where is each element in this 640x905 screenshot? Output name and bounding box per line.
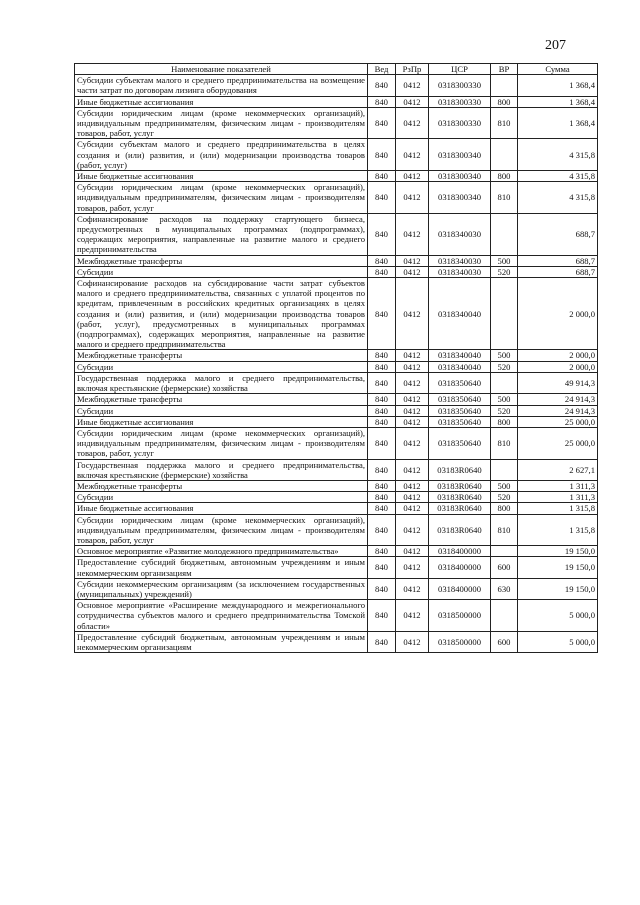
cell-ved: 840 — [368, 361, 396, 372]
cell-sum: 1 315,8 — [518, 503, 598, 514]
cell-vr: 810 — [491, 182, 518, 214]
cell-name: Субсидии юридическим лицам (кроме некоммерческих организаций), индивидуальным предпринимателям, физическим лицам - производителям товаров, работ, услуг — [75, 514, 368, 546]
table-row — [75, 631, 598, 652]
cell-csr: 03183R0640 — [429, 492, 491, 503]
cell-ved: 840 — [368, 266, 396, 277]
cell-name: Иные бюджетные ассигнования — [75, 503, 368, 514]
cell-ved: 840 — [368, 631, 396, 652]
cell-csr: 0318300330 — [429, 107, 491, 139]
table-row — [75, 492, 598, 503]
cell-sum: 2 627,1 — [518, 459, 598, 480]
cell-ved: 840 — [368, 75, 396, 96]
cell-ved: 840 — [368, 459, 396, 480]
cell-rzpr: 0412 — [396, 557, 429, 578]
header-sum: Сумма — [518, 64, 598, 75]
cell-rzpr: 0412 — [396, 600, 429, 632]
cell-name: Субсидии юридическим лицам (кроме некоммерческих организаций), индивидуальным предпринимателям, физическим лицам - производителям товаров, работ, услуг — [75, 182, 368, 214]
table-row — [75, 372, 598, 393]
cell-rzpr: 0412 — [396, 503, 429, 514]
cell-sum: 1 311,3 — [518, 480, 598, 491]
table-row — [75, 514, 598, 546]
cell-sum: 2 000,0 — [518, 361, 598, 372]
budget-table — [74, 63, 598, 653]
cell-vr: 630 — [491, 578, 518, 599]
cell-csr: 03183R0640 — [429, 514, 491, 546]
cell-sum: 1 368,4 — [518, 107, 598, 139]
cell-rzpr: 0412 — [396, 139, 429, 171]
cell-sum: 2 000,0 — [518, 278, 598, 350]
cell-sum: 688,7 — [518, 255, 598, 266]
cell-vr — [491, 139, 518, 171]
cell-rzpr: 0412 — [396, 514, 429, 546]
cell-sum: 5 000,0 — [518, 631, 598, 652]
cell-ved: 840 — [368, 255, 396, 266]
cell-csr: 0318500000 — [429, 600, 491, 632]
cell-ved: 840 — [368, 557, 396, 578]
cell-rzpr: 0412 — [396, 107, 429, 139]
cell-ved: 840 — [368, 416, 396, 427]
cell-vr — [491, 600, 518, 632]
table-row — [75, 394, 598, 405]
cell-vr: 810 — [491, 514, 518, 546]
cell-vr: 520 — [491, 266, 518, 277]
cell-rzpr: 0412 — [396, 416, 429, 427]
table-row — [75, 107, 598, 139]
cell-csr: 0318300340 — [429, 171, 491, 182]
cell-name: Основное мероприятие «Расширение международного и межрегионального сотрудничества субъектов малого и среднего предпринимательства Томской области» — [75, 600, 368, 632]
cell-csr: 03183R0640 — [429, 459, 491, 480]
cell-name: Субсидии субъектам малого и среднего предпринимательства в целях создания и (или) развития, и (или) модернизации производства товаров (работ, услуг) — [75, 139, 368, 171]
cell-sum: 25 000,0 — [518, 416, 598, 427]
cell-vr — [491, 546, 518, 557]
cell-rzpr: 0412 — [396, 350, 429, 361]
cell-name: Государственная поддержка малого и среднего предпринимательства, включая крестьянские (фермерские) хозяйства — [75, 372, 368, 393]
cell-sum: 24 914,3 — [518, 405, 598, 416]
cell-vr: 600 — [491, 557, 518, 578]
cell-sum: 24 914,3 — [518, 394, 598, 405]
cell-csr: 03183R0640 — [429, 503, 491, 514]
cell-csr: 0318300340 — [429, 182, 491, 214]
cell-rzpr: 0412 — [396, 75, 429, 96]
cell-ved: 840 — [368, 96, 396, 107]
cell-sum: 688,7 — [518, 266, 598, 277]
header-row — [75, 64, 598, 75]
cell-rzpr: 0412 — [396, 492, 429, 503]
cell-csr: 0318400000 — [429, 546, 491, 557]
table-row — [75, 600, 598, 632]
cell-csr: 0318500000 — [429, 631, 491, 652]
cell-sum: 1 311,3 — [518, 492, 598, 503]
table-row — [75, 96, 598, 107]
table-row — [75, 266, 598, 277]
cell-ved: 840 — [368, 546, 396, 557]
table-row — [75, 255, 598, 266]
cell-rzpr: 0412 — [396, 255, 429, 266]
cell-rzpr: 0412 — [396, 278, 429, 350]
table-header — [75, 64, 598, 75]
cell-sum: 688,7 — [518, 213, 598, 255]
cell-vr: 800 — [491, 503, 518, 514]
cell-sum: 25 000,0 — [518, 427, 598, 459]
cell-vr: 800 — [491, 96, 518, 107]
cell-sum: 1 315,8 — [518, 514, 598, 546]
table-row — [75, 361, 598, 372]
cell-csr: 0318340040 — [429, 361, 491, 372]
cell-csr: 0318350640 — [429, 416, 491, 427]
cell-sum: 4 315,8 — [518, 182, 598, 214]
cell-name: Межбюджетные трансферты — [75, 350, 368, 361]
cell-rzpr: 0412 — [396, 171, 429, 182]
cell-rzpr: 0412 — [396, 427, 429, 459]
cell-vr — [491, 75, 518, 96]
table-row — [75, 416, 598, 427]
cell-name: Межбюджетные трансферты — [75, 255, 368, 266]
cell-ved: 840 — [368, 427, 396, 459]
cell-ved: 840 — [368, 394, 396, 405]
cell-sum: 19 150,0 — [518, 546, 598, 557]
cell-rzpr: 0412 — [396, 372, 429, 393]
cell-csr: 0318300330 — [429, 96, 491, 107]
cell-name: Иные бюджетные ассигнования — [75, 171, 368, 182]
cell-csr: 0318350640 — [429, 372, 491, 393]
cell-vr: 520 — [491, 492, 518, 503]
cell-ved: 840 — [368, 350, 396, 361]
cell-vr: 810 — [491, 427, 518, 459]
cell-csr: 0318400000 — [429, 557, 491, 578]
cell-ved: 840 — [368, 372, 396, 393]
cell-csr: 0318350640 — [429, 427, 491, 459]
header-vr: ВР — [491, 64, 518, 75]
cell-sum: 19 150,0 — [518, 578, 598, 599]
cell-rzpr: 0412 — [396, 546, 429, 557]
header-csr: ЦСР — [429, 64, 491, 75]
cell-csr: 0318340030 — [429, 213, 491, 255]
cell-ved: 840 — [368, 480, 396, 491]
cell-sum: 19 150,0 — [518, 557, 598, 578]
cell-name: Софинансирование расходов на поддержку стартующего бизнеса, предусмотренных в муниципальных программах (подпрограммах), содержащих мероприятия, направленные на развитие малого и среднего предпринимательства — [75, 213, 368, 255]
table-row — [75, 459, 598, 480]
cell-name: Софинансирование расходов на субсидирование части затрат субъектов малого и среднего предпринимательства, связанных с уплатой процентов по кредитам, привлеченным в российских кредитных организациях в целях создания и (или) развития, и (или) модернизации производства товаров (работ, услуг), предусмотренных в муниципальных программах (подпрограммах), содержащих мероприятия, направленные на развитие малого и среднего предпринимательства — [75, 278, 368, 350]
cell-sum: 49 914,3 — [518, 372, 598, 393]
cell-ved: 840 — [368, 600, 396, 632]
cell-sum: 5 000,0 — [518, 600, 598, 632]
header-rzpr: РзПр — [396, 64, 429, 75]
cell-ved: 840 — [368, 182, 396, 214]
cell-csr: 0318340030 — [429, 255, 491, 266]
table-row — [75, 578, 598, 599]
header-ved: Вед — [368, 64, 396, 75]
cell-ved: 840 — [368, 578, 396, 599]
cell-rzpr: 0412 — [396, 96, 429, 107]
cell-csr: 0318400000 — [429, 578, 491, 599]
cell-ved: 840 — [368, 514, 396, 546]
cell-ved: 840 — [368, 171, 396, 182]
cell-csr: 0318300340 — [429, 139, 491, 171]
cell-vr: 500 — [491, 480, 518, 491]
cell-name: Межбюджетные трансферты — [75, 394, 368, 405]
table-row — [75, 182, 598, 214]
table-row — [75, 75, 598, 96]
cell-rzpr: 0412 — [396, 631, 429, 652]
cell-name: Субсидии — [75, 405, 368, 416]
table-row — [75, 350, 598, 361]
cell-ved: 840 — [368, 213, 396, 255]
table-row — [75, 213, 598, 255]
cell-csr: 0318350640 — [429, 405, 491, 416]
cell-name: Субсидии субъектам малого и среднего предпринимательства на возмещение части затрат по договорам лизинга оборудования — [75, 75, 368, 96]
cell-name: Субсидии юридическим лицам (кроме некоммерческих организаций), индивидуальным предпринимателям, физическим лицам - производителям товаров, работ, услуг — [75, 107, 368, 139]
table-row — [75, 139, 598, 171]
table-row — [75, 557, 598, 578]
cell-vr — [491, 213, 518, 255]
cell-csr: 0318340030 — [429, 266, 491, 277]
cell-sum: 4 315,8 — [518, 139, 598, 171]
table-row — [75, 480, 598, 491]
cell-rzpr: 0412 — [396, 213, 429, 255]
cell-sum: 4 315,8 — [518, 171, 598, 182]
cell-name: Субсидии некоммерческим организациям (за исключением государственных (муниципальных) учреждений) — [75, 578, 368, 599]
cell-vr: 520 — [491, 405, 518, 416]
cell-name: Субсидии — [75, 266, 368, 277]
cell-rzpr: 0412 — [396, 459, 429, 480]
cell-name: Субсидии юридическим лицам (кроме некоммерческих организаций), индивидуальным предпринимателям, физическим лицам - производителям товаров, работ, услуг — [75, 427, 368, 459]
cell-rzpr: 0412 — [396, 394, 429, 405]
cell-ved: 840 — [368, 107, 396, 139]
cell-vr — [491, 459, 518, 480]
cell-vr: 800 — [491, 171, 518, 182]
cell-name: Межбюджетные трансферты — [75, 480, 368, 491]
cell-name: Субсидии — [75, 492, 368, 503]
cell-vr: 800 — [491, 416, 518, 427]
cell-rzpr: 0412 — [396, 578, 429, 599]
cell-vr: 500 — [491, 255, 518, 266]
cell-ved: 840 — [368, 492, 396, 503]
cell-vr — [491, 278, 518, 350]
cell-csr: 03183R0640 — [429, 480, 491, 491]
cell-rzpr: 0412 — [396, 266, 429, 277]
table-body — [75, 75, 598, 653]
page-number: 207 — [545, 38, 566, 53]
cell-name: Основное мероприятие «Развитие молодежного предпринимательства» — [75, 546, 368, 557]
cell-sum: 1 368,4 — [518, 75, 598, 96]
table-row — [75, 405, 598, 416]
cell-csr: 0318350640 — [429, 394, 491, 405]
cell-sum: 1 368,4 — [518, 96, 598, 107]
cell-vr: 500 — [491, 350, 518, 361]
cell-vr: 810 — [491, 107, 518, 139]
cell-rzpr: 0412 — [396, 182, 429, 214]
cell-vr: 600 — [491, 631, 518, 652]
cell-csr: 0318340040 — [429, 278, 491, 350]
cell-name: Субсидии — [75, 361, 368, 372]
cell-csr: 0318300330 — [429, 75, 491, 96]
table-row — [75, 171, 598, 182]
cell-name: Иные бюджетные ассигнования — [75, 416, 368, 427]
cell-vr: 500 — [491, 394, 518, 405]
cell-vr — [491, 372, 518, 393]
cell-name: Предоставление субсидий бюджетным, автономным учреждениям и иным некоммерческим организациям — [75, 557, 368, 578]
cell-ved: 840 — [368, 503, 396, 514]
cell-rzpr: 0412 — [396, 405, 429, 416]
header-name: Наименование показателей — [75, 64, 368, 75]
cell-rzpr: 0412 — [396, 480, 429, 491]
table-row — [75, 503, 598, 514]
cell-vr: 520 — [491, 361, 518, 372]
cell-ved: 840 — [368, 405, 396, 416]
table-row — [75, 278, 598, 350]
table-row — [75, 427, 598, 459]
cell-rzpr: 0412 — [396, 361, 429, 372]
table-row — [75, 546, 598, 557]
cell-name: Иные бюджетные ассигнования — [75, 96, 368, 107]
cell-name: Государственная поддержка малого и среднего предпринимательства, включая крестьянские (фермерские) хозяйства — [75, 459, 368, 480]
cell-ved: 840 — [368, 278, 396, 350]
cell-ved: 840 — [368, 139, 396, 171]
cell-csr: 0318340040 — [429, 350, 491, 361]
cell-sum: 2 000,0 — [518, 350, 598, 361]
cell-name: Предоставление субсидий бюджетным, автономным учреждениям и иным некоммерческим организациям — [75, 631, 368, 652]
